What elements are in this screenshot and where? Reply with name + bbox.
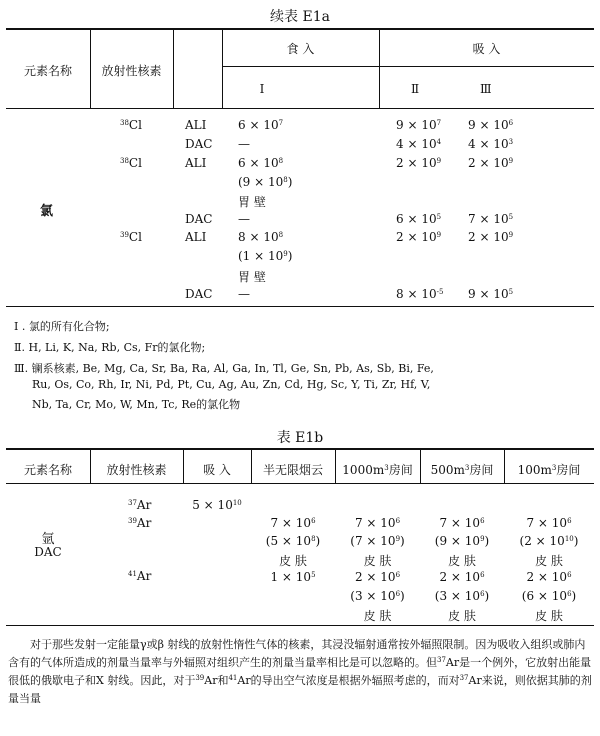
value-tail: ) <box>287 249 293 263</box>
ar39-r500-value <box>420 552 504 569</box>
value-base: — <box>238 287 250 301</box>
ar39-r1000-value <box>335 534 420 548</box>
header-b-semi-infinite: 半无限烟云 <box>262 463 323 477</box>
value-base: 2 × 10 <box>396 230 437 244</box>
value-tail: ) <box>571 589 577 603</box>
value-exponent: 8 <box>278 157 284 165</box>
mass-number: 41 <box>128 570 137 578</box>
element-name-argon: 氩 <box>41 532 55 547</box>
paragraph-text: 对于那些发射一定能量γ或β 射线的放射性惰性气体的核素，其浸没辐射通常按外辐照限制。因为吸收入组织或肺内含有的气体所造成的剂量当量率与外辐照对组织产生的剂量当量率相比是可以忽略的。但 <box>8 638 586 669</box>
value-exponent: 6 <box>480 590 485 598</box>
header-b-nuclide: 放射性核素 <box>106 463 167 477</box>
explanatory-paragraph <box>8 636 593 708</box>
nuclide-symbol: Ar <box>136 569 152 583</box>
value-base: 皮 肤 <box>448 609 476 623</box>
ingestion-value-I <box>238 193 266 210</box>
value-exponent: 6 <box>395 590 401 598</box>
header-b-room-100 <box>504 461 594 478</box>
value-exponent: 6 <box>480 517 485 525</box>
value-base: 6 × 10 <box>396 212 437 226</box>
value-exponent: 5 <box>508 213 514 221</box>
value-base: (9 × 10 <box>238 175 284 189</box>
mass-number: 41 <box>228 674 238 682</box>
value-exponent: 6 <box>311 517 316 525</box>
header-b-room-1000 <box>335 461 420 478</box>
element-sub-dac: DAC <box>34 545 62 559</box>
nuclide-cell <box>128 569 151 583</box>
header-element-name: 元素名称 <box>23 64 72 78</box>
value-exponent: 8 <box>311 535 316 543</box>
value-exponent: 9 <box>395 535 401 543</box>
value-exponent: 10 <box>564 535 574 543</box>
table-b-title: 表 E1b <box>276 430 324 446</box>
table-b-bottom-rule <box>6 625 594 626</box>
value-base: 皮 肤 <box>279 554 307 568</box>
mass-number: 39 <box>120 231 129 239</box>
element-name-chlorine: 氯 <box>40 204 54 219</box>
footnote-3: Ⅲ. 镧系核素, Be, Mg, Ca, Sr, Ba, Ra, Al, Ga, In, Tl, Ge, Sn, Pb, As, Sb, Bi, Fe, <box>14 362 434 375</box>
value-exponent: 9 <box>436 231 442 239</box>
inhalation-value-III <box>468 230 513 244</box>
inhalation-value-II <box>396 118 441 132</box>
value-base: 2 × 10 <box>468 230 509 244</box>
table-b-header-rule <box>6 483 594 484</box>
table-a-top-rule <box>6 28 594 30</box>
value-exponent: 9 <box>508 157 514 165</box>
limit-type: DAC <box>185 287 213 301</box>
value-base: 7 × 10 <box>468 212 509 226</box>
ingestion-value-I <box>238 118 283 132</box>
value-base: (1 × 10 <box>238 249 284 263</box>
value-tail: ) <box>287 175 293 189</box>
nuclide-symbol: Ar <box>237 674 251 687</box>
value-base: 9 × 10 <box>468 287 509 301</box>
mass-number: 37 <box>437 656 446 664</box>
value-base: 7 × 10 <box>526 516 568 530</box>
value-base: 胃 壁 <box>238 195 266 209</box>
value-exponent: 6 <box>567 517 572 525</box>
footnote-3-cont: Nb, Ta, Cr, Mo, W, Mn, Tc, Re的氯化物 <box>32 398 241 411</box>
table-a-title: 续表 E1a <box>270 9 330 25</box>
nuclide-symbol: Ar <box>445 656 460 669</box>
mass-number: 37 <box>128 499 137 507</box>
value-exponent: 9 <box>283 250 288 258</box>
header-col-II: Ⅱ <box>411 82 420 96</box>
mass-number: 37 <box>459 674 469 682</box>
ar41-semi-value <box>251 570 335 584</box>
paragraph-text: 来说，则依据其肺的剂量当量 <box>8 674 592 705</box>
ar41-r1000-value <box>335 589 420 603</box>
value-exponent: 9 <box>480 535 485 543</box>
room-volume: 100m <box>517 463 552 477</box>
room-label: 房间 <box>469 463 494 477</box>
value-exponent: 6 <box>395 517 401 525</box>
table-a-vline <box>173 28 174 108</box>
ar39-semi-value <box>251 516 335 530</box>
value-base: 6 × 10 <box>238 156 279 170</box>
value-tail: ) <box>400 534 405 548</box>
nuclide-symbol: Cl <box>128 156 142 170</box>
nuclide-cell <box>120 118 142 132</box>
nuclide-cell <box>120 156 142 170</box>
value-exponent: -5 <box>436 288 444 296</box>
limit-type: ALI <box>185 118 207 132</box>
value-exponent: 7 <box>436 119 442 127</box>
ingestion-value-I <box>238 156 283 170</box>
ar39-r500-value <box>420 516 504 530</box>
inhalation-value-II <box>396 137 441 151</box>
ingestion-value-I <box>238 268 266 285</box>
inhalation-value-III <box>468 137 513 151</box>
ar41-r100-value <box>504 607 594 624</box>
value-tail: ) <box>484 534 490 548</box>
value-base: — <box>238 212 250 226</box>
paragraph-text: 是一个例外，它放射出能量很低的俄歇电子和X 射线。因此，对于 <box>8 656 592 687</box>
value-base: 8 × 10 <box>238 230 279 244</box>
ingestion-value-I <box>238 175 292 189</box>
value-base: 皮 肤 <box>535 609 563 623</box>
header-b-room-500 <box>420 461 504 478</box>
value-exponent: 6 <box>567 571 572 579</box>
inhalation-value-II <box>396 156 441 170</box>
limit-type: ALI <box>185 230 207 244</box>
value-exponent: 5 <box>508 288 514 296</box>
value-base: 9 × 10 <box>468 118 509 132</box>
value-exponent: 6 <box>480 571 485 579</box>
value-base: (2 × 10 <box>519 534 565 548</box>
nuclide-symbol: Ar <box>136 498 152 512</box>
header-b-inhalation: 吸 入 <box>203 463 231 477</box>
value-exponent: 8 <box>283 176 288 184</box>
value-exponent: 5 <box>436 213 442 221</box>
value-base: 皮 肤 <box>448 554 476 568</box>
value-base: 2 × 10 <box>439 570 481 584</box>
ar41-r500-value <box>420 607 504 624</box>
room-label: 房间 <box>388 463 413 477</box>
exp: 3 <box>464 464 470 472</box>
value-tail: ) <box>484 589 490 603</box>
value-base: 1 × 10 <box>270 570 312 584</box>
nuclide-symbol: Cl <box>128 230 142 244</box>
inhalation-value-II <box>396 287 443 301</box>
value-base: 7 × 10 <box>354 516 396 530</box>
ar39-r100-value <box>504 552 594 569</box>
value-base: 6 × 10 <box>238 118 279 132</box>
value-tail: ) <box>400 589 405 603</box>
ar39-r100-value <box>504 534 594 548</box>
value-base: — <box>238 137 250 151</box>
ingestion-value-I <box>238 249 292 263</box>
value-exponent: 9 <box>508 231 514 239</box>
value-base: (5 × 10 <box>265 534 312 548</box>
value-tail: ) <box>315 534 321 548</box>
value-base: 9 × 10 <box>396 118 437 132</box>
inhalation-value-II <box>396 230 441 244</box>
inhalation-value-III <box>468 156 513 170</box>
value-base: 8 × 10 <box>396 287 437 301</box>
limit-type: DAC <box>185 212 213 226</box>
value-base: 2 × 10 <box>354 570 396 584</box>
header-nuclide: 放射性核素 <box>101 64 162 78</box>
ar41-r500-value <box>420 570 504 584</box>
value-base: 5 × 10 <box>192 498 233 512</box>
value-base: 皮 肤 <box>535 554 563 568</box>
inhalation-value-III <box>468 212 513 226</box>
ar39-r500-value <box>420 534 504 548</box>
value-exponent: 9 <box>436 157 442 165</box>
nuclide-symbol: Cl <box>128 118 142 132</box>
header-col-III: Ⅲ <box>480 82 492 96</box>
value-exponent: 6 <box>567 590 572 598</box>
value-exponent: 6 <box>395 571 401 579</box>
ar41-r100-value <box>504 570 594 584</box>
value-exponent: 3 <box>508 138 514 146</box>
mass-number: 39 <box>195 674 205 682</box>
ingestion-value-I <box>238 230 283 244</box>
inhalation-value-III <box>468 118 513 132</box>
inhalation-value-II <box>396 212 441 226</box>
ar39-r1000-value <box>335 516 420 530</box>
value-base: (3 × 10 <box>350 589 396 603</box>
value-base: 2 × 10 <box>396 156 437 170</box>
ingestion-value-I <box>238 137 250 151</box>
value-base: (9 × 10 <box>434 534 481 548</box>
exp: 3 <box>551 464 557 472</box>
header-col-I: I <box>259 82 265 96</box>
paragraph-text: 的导出空气浓度是根据外辐照考虑的，而对 <box>250 674 460 687</box>
ar39-semi-value <box>251 534 335 548</box>
ar39-r100-value <box>504 516 594 530</box>
nuclide-cell <box>128 498 151 512</box>
ar39-semi-value <box>251 552 335 569</box>
value-base: 皮 肤 <box>363 609 392 623</box>
value-exponent: 6 <box>508 119 514 127</box>
value-base: (6 × 10 <box>521 589 568 603</box>
footnote-1: I . 氯的所有化合物; <box>14 320 110 333</box>
inhalation-value-III <box>468 287 513 301</box>
value-base: 2 × 10 <box>526 570 568 584</box>
paragraph-text: 和 <box>217 674 229 687</box>
ingestion-value-I <box>238 287 250 301</box>
value-tail: ) <box>573 534 579 548</box>
room-volume: 1000m <box>342 463 385 477</box>
table-a-bottom-rule <box>6 306 594 307</box>
value-exponent: 4 <box>436 138 442 146</box>
table-a-header-rule <box>6 108 594 109</box>
value-base: 皮 肤 <box>363 554 392 568</box>
limit-type: ALI <box>185 156 207 170</box>
value-base: 2 × 10 <box>468 156 509 170</box>
ar39-r1000-value <box>335 552 420 569</box>
exp: 3 <box>384 464 389 472</box>
table-a-subheader-rule <box>222 66 594 67</box>
nuclide-cell <box>120 230 142 244</box>
footnote-2: Ⅱ. H, Li, K, Na, Rb, Cs, Fr的氯化物; <box>14 341 206 354</box>
value-exponent: 10 <box>232 499 242 507</box>
mass-number: 38 <box>120 157 129 165</box>
value-exponent: 8 <box>278 231 284 239</box>
table-b-top-rule <box>6 448 594 450</box>
mass-number: 39 <box>128 517 137 525</box>
ar41-r500-value <box>420 589 504 603</box>
mass-number: 38 <box>120 119 129 127</box>
ar41-r100-value <box>504 589 594 603</box>
footnote-3-cont: Ru, Os, Co, Rh, Ir, Ni, Pd, Pt, Cu, Ag, Au, Zn, Cd, Hg, Sc, Y, Ti, Zr, Hf, V, <box>32 378 431 391</box>
value-base: (7 × 10 <box>350 534 396 548</box>
value-base: 胃 壁 <box>238 270 266 284</box>
room-volume: 500m <box>430 463 465 477</box>
nuclide-symbol: Ar <box>204 674 218 687</box>
nuclide-cell <box>128 516 151 530</box>
value-base: 7 × 10 <box>270 516 312 530</box>
room-label: 房间 <box>556 463 581 477</box>
inhalation-value <box>183 498 251 512</box>
ar41-r1000-value <box>335 570 420 584</box>
header-inhalation: 吸 入 <box>472 42 501 56</box>
header-b-element-name: 元素名称 <box>23 463 72 477</box>
value-base: 7 × 10 <box>439 516 481 530</box>
value-base: (3 × 10 <box>434 589 481 603</box>
header-ingestion: 食 入 <box>286 42 315 56</box>
nuclide-symbol: Ar <box>468 674 482 687</box>
value-base: 4 × 10 <box>468 137 509 151</box>
value-exponent: 7 <box>278 119 284 127</box>
nuclide-symbol: Ar <box>136 516 152 530</box>
limit-type: DAC <box>185 137 213 151</box>
ingestion-value-I <box>238 212 250 226</box>
ar41-r1000-value <box>335 607 420 624</box>
value-exponent: 5 <box>311 571 316 579</box>
value-base: 4 × 10 <box>396 137 437 151</box>
